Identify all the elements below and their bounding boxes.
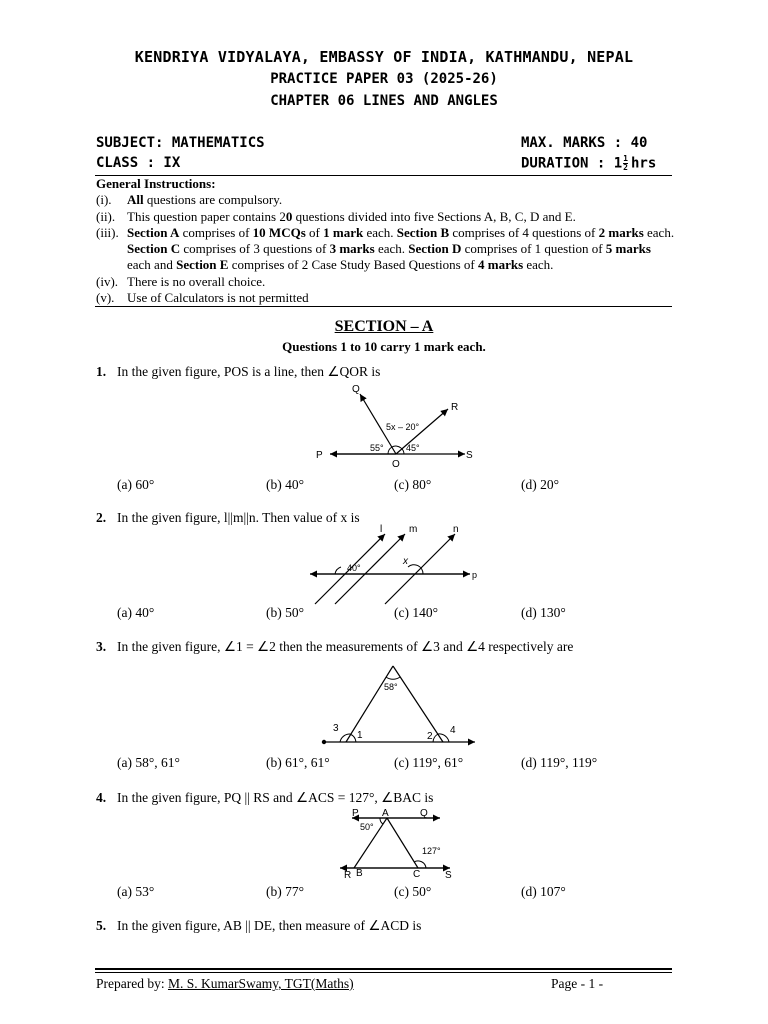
label-q4: Q [420, 808, 428, 819]
label-s4: S [445, 870, 452, 881]
school-title: KENDRIYA VIDYALAYA, EMBASSY OF INDIA, KATHMANDU, NEPAL [134, 48, 634, 66]
label-r: R [451, 402, 459, 413]
label-p4: P [352, 808, 359, 819]
paper-title: PRACTICE PAPER 03 (2025-26) [270, 71, 498, 87]
question-number: 5. [96, 918, 107, 933]
label-45: 45° [406, 443, 420, 453]
question-4 [96, 790, 433, 806]
q4-option-d: (d) 107° [521, 884, 566, 899]
q2-option-a: (a) 40° [117, 605, 155, 620]
instruction-num: (iii). [96, 224, 119, 240]
instruction-item [96, 290, 676, 306]
page-number: Page - 1 - [551, 976, 604, 991]
question-text: In the given figure, PQ || RS and ∠ACS = 127°, ∠BAC is [117, 790, 434, 805]
label-a4: A [382, 808, 389, 819]
class-label: CLASS : IX [96, 155, 181, 171]
label-50: 50° [360, 822, 374, 832]
instruction-text: This question paper contains 20 questions divided into five Sections A, B, C, D and E. [127, 208, 576, 224]
question-text: In the given figure, AB || DE, then measure of ∠ACD is [117, 918, 422, 933]
instruction-num: (v). [96, 290, 115, 306]
arc-top [392, 446, 401, 448]
duration-frac-den: 2 [623, 163, 628, 172]
segment-ac [387, 818, 418, 868]
side-right [393, 666, 443, 742]
instruction-item [96, 209, 676, 225]
label-s: S [466, 450, 473, 461]
footer-rule-thin [95, 972, 672, 973]
q2-option-c: (c) 140° [394, 605, 439, 620]
figure-q1 [300, 378, 500, 470]
subject-label: SUBJECT: MATHEMATICS [96, 135, 265, 151]
general-instructions [96, 176, 676, 306]
duration-text: DURATION : 1 [521, 155, 623, 172]
q2-option-b: (b) 50° [266, 605, 305, 620]
label-40: 40° [347, 563, 361, 573]
question-number: 3. [96, 639, 107, 654]
instructions-divider [95, 306, 672, 307]
instruction-num: (iv). [96, 273, 119, 289]
question-number: 1. [96, 364, 107, 379]
label-1: 1 [357, 730, 363, 741]
duration-frac-num: 1 [623, 154, 628, 163]
label-c4: C [413, 869, 421, 880]
label-x: x [403, 556, 408, 567]
label-p: P [316, 450, 323, 461]
q4-option-c: (c) 50° [394, 884, 432, 899]
footer-rule-thick [95, 968, 672, 970]
q1-option-d: (d) 20° [521, 477, 560, 492]
chapter-title: CHAPTER 06 LINES AND ANGLES [270, 93, 498, 109]
instruction-item [96, 274, 676, 290]
label-p2: p [472, 570, 478, 580]
arc-45 [401, 448, 404, 454]
arc-x [408, 565, 423, 574]
label-4: 4 [450, 725, 456, 736]
label-2: 2 [427, 731, 433, 742]
max-marks-label: MAX. MARKS : 40 [521, 135, 648, 151]
question-number: 4. [96, 790, 107, 805]
label-q: Q [352, 384, 360, 395]
line-n [385, 534, 455, 604]
instruction-text: Use of Calculators is not permitted [127, 290, 309, 306]
q4-option-b: (b) 77° [266, 884, 305, 899]
duration-label [521, 155, 656, 172]
instruction-num: (i). [96, 192, 112, 208]
q3-option-c: (c) 119°, 61° [394, 755, 464, 770]
arc-58 [386, 677, 400, 679]
label-5x: 5x – 20° [386, 422, 420, 432]
figure-q3 [310, 658, 490, 750]
q3-option-b: (b) 61°, 61° [266, 755, 330, 770]
duration-fraction [623, 155, 628, 172]
label-58: 58° [384, 682, 398, 692]
figure-q4 [330, 806, 470, 881]
question-text: In the given figure, l||m||n. Then value of x is [117, 510, 360, 525]
arc-2 [433, 734, 438, 742]
label-55: 55° [370, 443, 384, 453]
section-subtitle: Questions 1 to 10 carry 1 mark each. [282, 339, 486, 354]
label-o: O [392, 459, 400, 470]
question-text: In the given figure, POS is a line, then ∠QOR is [117, 364, 381, 379]
footer-prepared-by [96, 976, 354, 992]
instruction-item [96, 192, 676, 208]
q3-option-a: (a) 58°, 61° [117, 755, 180, 770]
q1-option-c: (c) 80° [394, 477, 432, 492]
instruction-text: There is no overall choice. [127, 273, 266, 289]
prepared-name: M. S. KumarSwamy, TGT(Maths) [167, 976, 354, 991]
label-m: m [409, 524, 418, 535]
q1-option-a: (a) 60° [117, 477, 155, 492]
q4-option-a: (a) 53° [117, 884, 155, 899]
label-3: 3 [333, 723, 339, 734]
label-n: n [453, 524, 459, 535]
q1-option-b: (b) 40° [266, 477, 305, 492]
question-5 [96, 918, 421, 934]
label-l: l [380, 524, 383, 535]
label-r4: R [344, 870, 352, 881]
section-title: SECTION – A [334, 318, 434, 335]
label-b4: B [356, 868, 363, 879]
arc-55 [388, 447, 392, 454]
arc-40 [335, 567, 341, 574]
figure-q2 [305, 524, 485, 606]
question-3 [96, 639, 573, 655]
instructions-title: General Instructions: [96, 176, 216, 191]
duration-unit: hrs [630, 155, 657, 172]
prepared-label: Prepared by: [96, 976, 168, 991]
base-dot [322, 740, 326, 744]
question-text: In the given figure, ∠1 = ∠2 then the measurements of ∠3 and ∠4 respectively are [117, 639, 574, 654]
question-number: 2. [96, 510, 107, 525]
instruction-text: Section A comprises of 10 MCQs of 1 mark each. Section B comprises of 4 questions of 2 marks each. Section C comprises of 3 questions of 3 marks each. Section D comprises of 1 question of 5 marks each and Section E comprises of 2 Case Study Based Questions of 4 marks each. [127, 224, 675, 273]
q3-option-d: (d) 119°, 119° [521, 755, 598, 770]
instruction-item [96, 225, 676, 274]
instruction-num: (ii). [96, 208, 116, 224]
label-127: 127° [422, 846, 441, 856]
instruction-text: All questions are compulsory. [127, 192, 283, 208]
q2-option-d: (d) 130° [521, 605, 566, 620]
line-m [335, 534, 405, 604]
